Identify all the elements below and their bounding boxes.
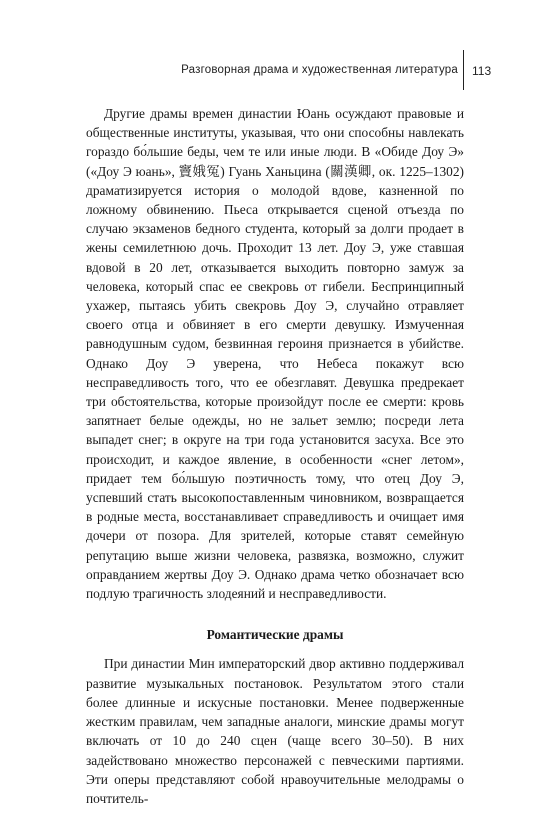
page-number: 113 — [472, 64, 492, 78]
running-header — [0, 60, 550, 84]
paragraph-ming-drama: При династии Мин императорский двор активно поддерживал развитие музыкальных постановок. Результатом этого стали более длинные и искусные постановки. Менее подверженные жестким правилам, чем западные аналоги, минские драмы могут включать от 10 до 240 сцен (чаще всего 30–50). В них задействовано множество персонажей с певческими партиями. Эти оперы представляют собой нравоучительные мелодрамы о почтитель- — [86, 656, 464, 806]
body-text — [86, 104, 464, 808]
section-heading: Романтические драмы — [206, 627, 344, 643]
running-header-title: Разговорная драма и художественная литература — [181, 64, 458, 76]
paragraph-dou-e: Другие драмы времен династии Юань осуждают правовые и общественные институты, указывая, что они способны навлекать гораздо бо́льшие беды, чем те или иные люди. В «Обиде Доу Э» («Доу Э юань», 竇娥冤) Гуань Ханьцина (關漢卿, ок. 1225–1302) драматизируется история о молодой вдове, казненной по ложному обвинению. Пьеса открывается сценой отъезда по случаю экзаменов бедного студента, который за долги продает в жены семилетнюю дочь. Проходит 13 лет. Доу Э, уже ставшая вдовой в 20 лет, отказывается выходить повторно замуж за человека, который спас ее свекровь от гибели. Беспринципный ухажер, пытаясь убить свекровь Доу Э, случайно отравляет своего отца и обвиняет в его смерти девушку. Измученная равнодушным судом, безвинная героиня признается в убийстве. Однако Доу Э уверена, что Небеса покажут всю несправедливость того, что ее обезглавят. Девушка предрекает три обстоятельства, которые произойдут после ее смерти: кровь запятнает белые одежды, но не зальет землю; посреди лета выпадет снег; в округе на три года установится засуха. Все это происходит, и каждое явление, в особенности «снег летом», придает тем бо́льшую поэтичность тому, что отец Доу Э, успевший стать высокопоставленным чиновником, возвращается в родные места, восстанавливает справедливость и очищает имя дочери от позора. Для зрителей, которые ставят семейную репутацию выше жизни человека, развязка, возможно, служит оправданием жертвы Доу Э. Однако драма четко обозначает всю подлую трагичность злодеяний и несправедливости. — [86, 106, 464, 602]
header-divider — [463, 50, 464, 90]
